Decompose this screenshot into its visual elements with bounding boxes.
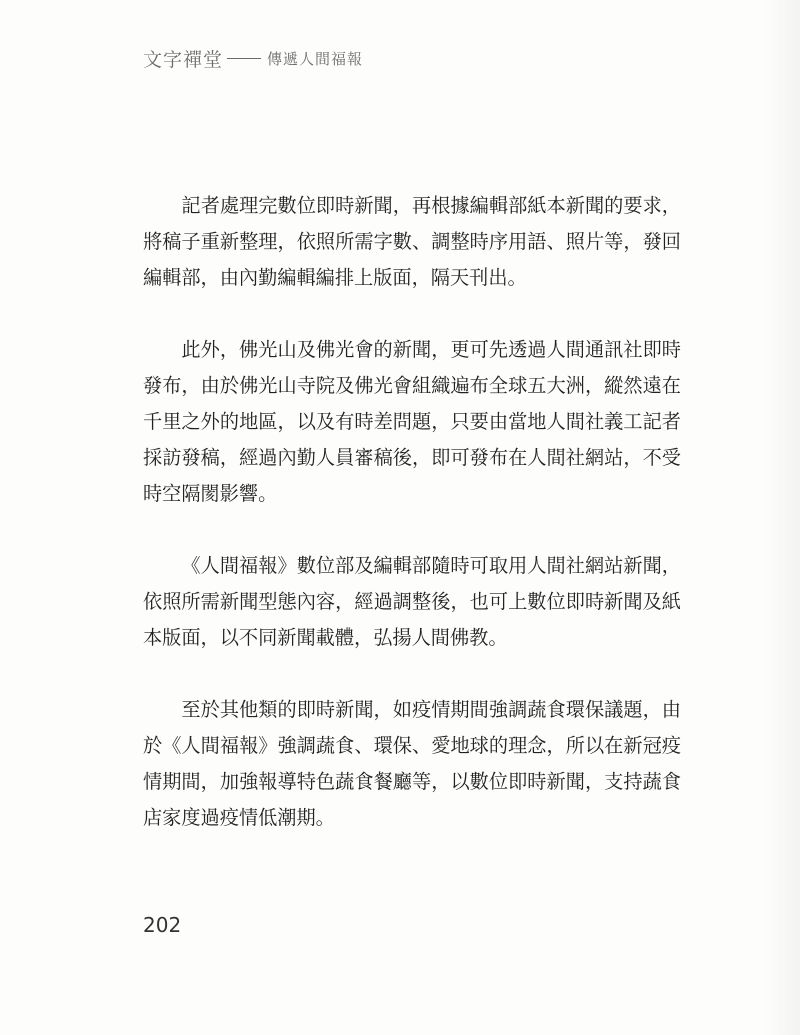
paragraph-1: 記者處理完數位即時新聞，再根據編輯部紙本新聞的要求，將稿子重新整理，依照所需字數、調整時序用語、照片等，發回編輯部，由內勤編輯編排上版面，隔天刊出。 [143,194,681,289]
header-dash-rule [227,58,261,59]
page-edge-shadow [764,0,800,1035]
running-header [143,46,363,70]
book-title: 文字禪堂 [143,48,224,71]
paragraph-2: 此外，佛光山及佛光會的新聞，更可先透過人間通訊社即時發布，由於佛光山寺院及佛光會組織遍布全球五大洲，縱然遠在千里之外的地區，以及有時差問題，只要由當地人間社義工記者採訪發稿，經過內勤人員審稿後，即可發布在人間社網站，不受時空隔閡影響。 [143,338,681,505]
body-text [143,188,681,836]
paragraph-3: 《人間福報》數位部及編輯部隨時可取用人間社網站新聞，依照所需新聞型態內容，經過調整後，也可上數位即時新聞及紙本版面，以不同新聞載體，弘揚人間佛教。 [143,554,681,649]
paragraph-4: 至於其他類的即時新聞，如疫情期間強調蔬食環保議題，由於《人間福報》強調蔬食、環保、愛地球的理念，所以在新冠疫情期間，加強報導特色蔬食餐廳等，以數位即時新聞，支持蔬食店家度過疫情低潮期。 [143,698,681,829]
chapter-subtitle: 傳遞人間福報 [267,49,364,68]
page-number: 202 [143,913,182,937]
